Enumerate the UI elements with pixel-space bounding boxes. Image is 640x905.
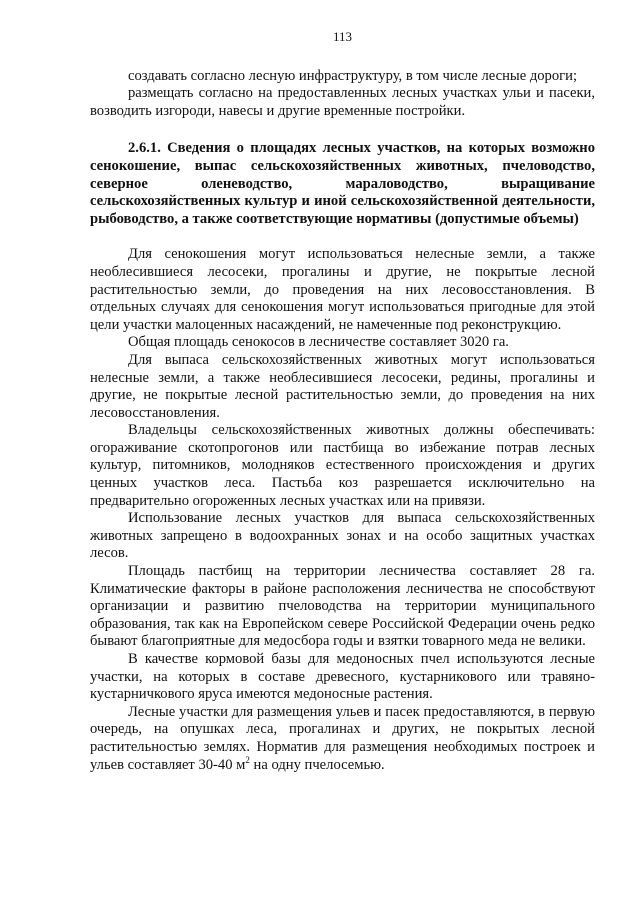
document-page [90, 28, 595, 774]
section-heading: 2.6.1. Сведения о площадях лесных участков, на которых возможно сенокошение, выпас сельскохозяйственных животных, пчеловодство, северное оленеводство, мараловодство, выращивание сельскохозяйственных культур и иной сельскохозяйственной деятельности, рыбоводство, а также соответствующие нормативы (допустимые объемы) [90, 140, 595, 227]
paragraph-grazing: Для выпаса сельскохозяйственных животных могут использоваться нелесные земли, а также необлесившиеся лесосеки, редины, прогалины и другие, не покрытые лесной растительностью земли, до проведения на них лесовосстановления. [90, 351, 595, 421]
apiary-norm-text: Лесные участки для размещения ульев и пасек предоставляются, в первую очередь, на опушках леса, прогалинах и других, не покрытых лесной растительностью землях. Норматив для размещения необходимых построек и ульев составляет 30-40 м [90, 703, 595, 773]
paragraph-haymaking-area: Общая площадь сенокосов в лесничестве составляет 3020 га. [128, 334, 509, 351]
paragraph-apiary-norm [90, 704, 595, 774]
lead-paragraph-1: создавать согласно лесную инфраструктуру, в том числе лесные дороги; [128, 67, 577, 84]
page-number: 113 [332, 29, 353, 44]
spacer [90, 120, 595, 140]
paragraph-forage-base: В качестве кормовой базы для медоносных пчел используются лесные участки, на которых в составе древесного, кустарникового или травяно-кустарничкового яруса имеются медоносные растения. [90, 651, 595, 703]
paragraph-livestock-owners: Владельцы сельскохозяйственных животных должны обеспечивать: огораживание скотопрогонов или пастбища во избежание потрав лесных культур, питомников, молодняков естественного происхождения и других ценных участков леса. Пастьба коз разрешается исключительно на предварительно огороженных лесных участках или на привязи. [90, 422, 595, 509]
square-meter-superscript: 2 [245, 754, 250, 765]
paragraph-pasture-area: Площадь пастбищ на территории лесничества составляет 28 га. Климатические факторы в районе расположения лесничества не способствуют организации и развитию пчеловодства на территории муниципального образования, так как на Европейском севере Российской Федерации очень редко бывают благоприятные для медосбора годы и взятки товарного меда не велики. [90, 563, 595, 650]
paragraph-haymaking: Для сенокошения могут использоваться нелесные земли, а также необлесившиеся лесосеки, прогалины и другие, не покрытые лесной растительностью земли, до проведения на них лесовосстановления. В отдельных случаях для сенокошения могут использоваться пригодные для этой цели участки малоценных насаждений, не намеченные под реконструкцию. [90, 246, 595, 333]
lead-paragraph-2: размещать согласно на предоставленных лесных участках ульи и пасеки, возводить изгороди, навесы и другие временные постройки. [90, 85, 595, 119]
apiary-norm-tail: на одну пчелосемью. [249, 756, 385, 773]
paragraph-grazing-restrictions: Использование лесных участков для выпаса сельскохозяйственных животных запрещено в водоохранных зонах и на особо защитных участках лесов. [90, 510, 595, 562]
